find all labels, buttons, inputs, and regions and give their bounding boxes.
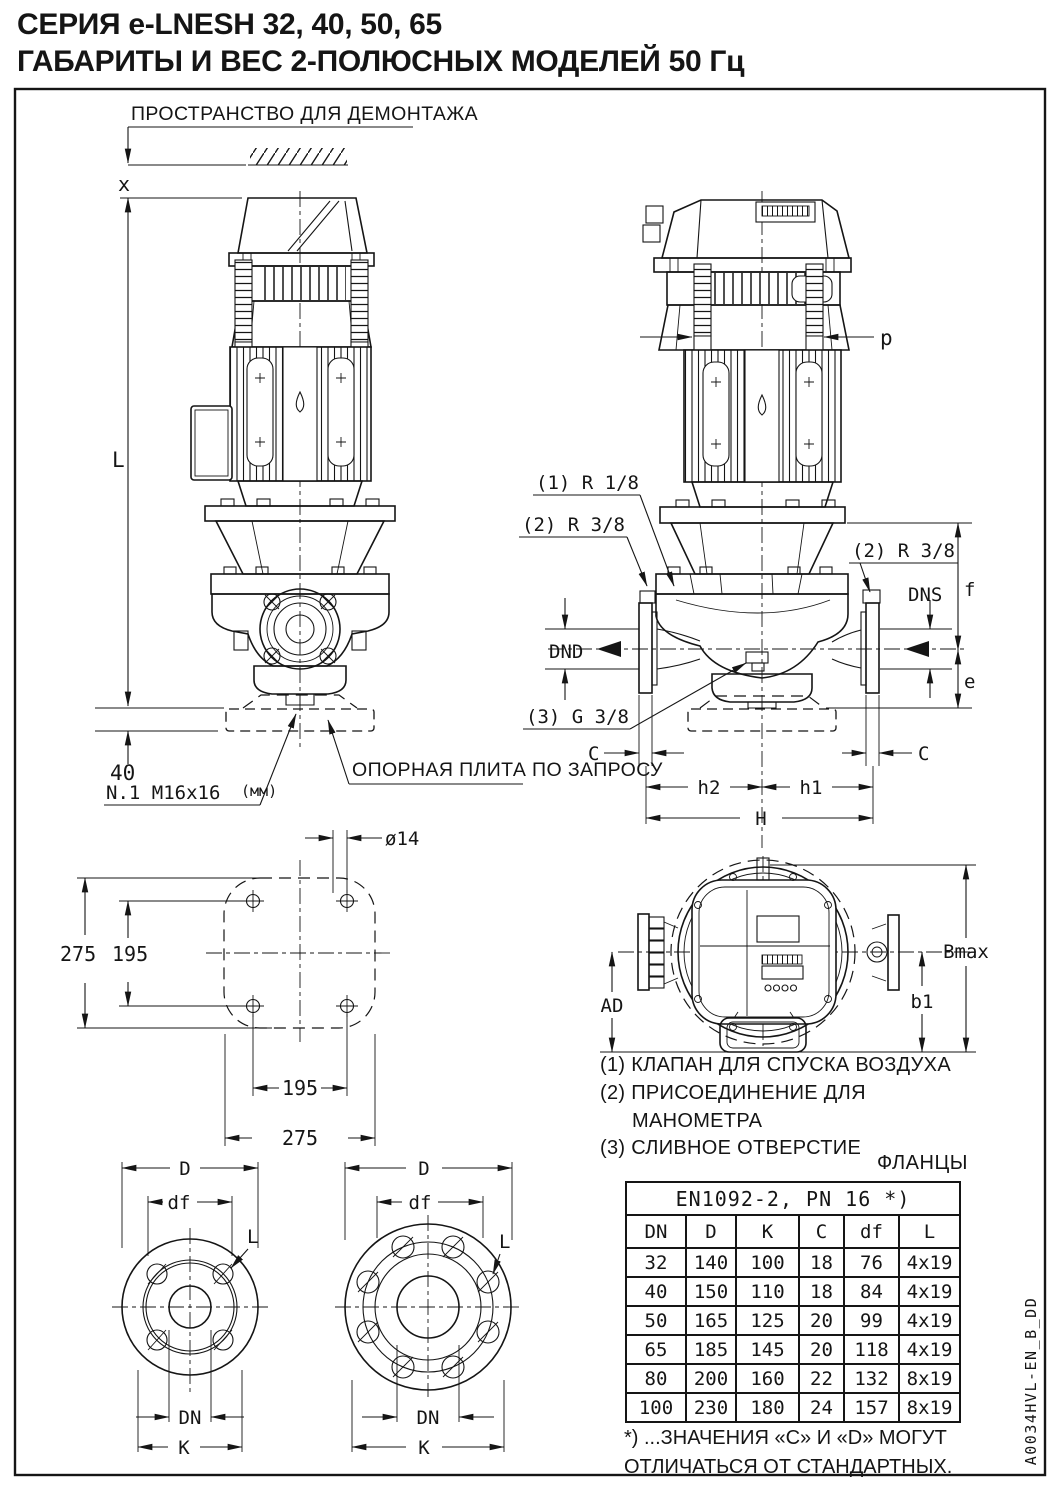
drain-plug: [746, 652, 768, 663]
flanges-caption: ФЛАНЦЫ: [877, 1152, 968, 1174]
cell: 18: [799, 1277, 844, 1306]
cell: 32: [626, 1248, 686, 1277]
table-row-dn40: [626, 1277, 960, 1306]
dim-b1-label: b1: [910, 991, 934, 1013]
anchor-note-unit: (мм): [241, 782, 278, 800]
cell: 84: [844, 1277, 899, 1306]
cell: 145: [736, 1335, 799, 1364]
cell: 160: [736, 1364, 799, 1393]
dim-e-label: e: [964, 671, 976, 693]
note-drain-hole: (3) СЛИВНОЕ ОТВЕРСТИЕ: [600, 1137, 862, 1159]
pump-top-view: [600, 856, 989, 1052]
gauge-plug: [640, 591, 655, 603]
cell: 230: [686, 1393, 736, 1422]
flange-face-8bolt: [335, 1158, 521, 1459]
table-row-dn50: [626, 1306, 960, 1335]
bolt-hole: [357, 1271, 379, 1293]
cell: 150: [686, 1277, 736, 1306]
bolt-hole: [392, 1236, 414, 1258]
dim-d-label: D: [179, 1158, 191, 1180]
col-header-l: L: [899, 1215, 960, 1248]
baseplate-top-view: [60, 828, 419, 1150]
anchor-hole: [336, 890, 358, 912]
dim-k-label: K: [418, 1437, 430, 1459]
document-number: A0034HVL-EN_B_DD: [1022, 1296, 1040, 1466]
cell: 110: [736, 1277, 799, 1306]
flow-arrow-dnd: [597, 641, 621, 657]
cell: 99: [844, 1306, 899, 1335]
table-row-dn80: [626, 1364, 960, 1393]
flow-arrow-dns: [905, 641, 929, 657]
cable-gland: [643, 225, 660, 242]
terminal-box: [191, 406, 232, 480]
note-gauge-connection-2: МАНОМЕТРА: [632, 1110, 763, 1132]
cell: 132: [844, 1364, 899, 1393]
bolt-hole: [320, 594, 336, 610]
suction-flange-face: [260, 589, 340, 669]
dim-bmax-label: Bmax: [943, 941, 989, 963]
cell: 20: [799, 1306, 844, 1335]
cell: 185: [686, 1335, 736, 1364]
bolt-hole: [442, 1356, 464, 1378]
col-header-c: C: [799, 1215, 844, 1248]
dim-k-label: K: [178, 1437, 190, 1459]
cell: 4x19: [899, 1306, 960, 1335]
dim-d-label: D: [418, 1158, 430, 1180]
cell: 18: [799, 1248, 844, 1277]
table-row-dn65: [626, 1335, 960, 1364]
dim-dn-label: DN: [178, 1407, 202, 1429]
bolt-hole: [147, 1330, 167, 1350]
pump-front-view: [95, 103, 663, 805]
clearance-label: ПРОСТРАНСТВО ДЛЯ ДЕМОНТАЖА: [131, 103, 479, 125]
drive-display: [762, 206, 809, 216]
col-header-d: D: [686, 1215, 736, 1248]
dim-c-right-label: C: [918, 743, 930, 765]
hole-dia-label: ø14: [385, 828, 420, 850]
cell: 100: [736, 1248, 799, 1277]
cell: 8x19: [899, 1364, 960, 1393]
plate-dim-275v: 275: [60, 942, 97, 966]
dim-df-label: df: [167, 1192, 191, 1214]
table-footnote-line1: *) ...ЗНАЧЕНИЯ «C» И «D» МОГУТ: [624, 1427, 947, 1449]
dim-dnd-label: DND: [549, 641, 584, 663]
cable-gland: [646, 206, 663, 223]
pump-side-view: [519, 191, 975, 848]
cell: 180: [736, 1393, 799, 1422]
cell: 65: [626, 1335, 686, 1364]
bolt-hole: [264, 594, 280, 610]
page-title-line1: СЕРИЯ e-LNESH 32, 40, 50, 65: [17, 8, 442, 41]
cell: 40: [626, 1277, 686, 1306]
cell: 118: [844, 1335, 899, 1364]
anchor-note: N.1 M16x16: [106, 782, 221, 804]
bolt-hole: [320, 648, 336, 664]
flange-table-standard: EN1092-2, PN 16 *): [626, 1182, 960, 1215]
dim-h-label: H: [755, 808, 767, 830]
cell: 22: [799, 1364, 844, 1393]
dim-dns-label: DNS: [908, 584, 943, 606]
flange-table: [625, 1181, 961, 1423]
cell: 4x19: [899, 1277, 960, 1306]
page-title-line2: ГАБАРИТЫ И ВЕС 2-ПОЛЮСНЫХ МОДЕЛЕЙ 50 Гц: [17, 45, 745, 78]
table-footnote-line2: ОТЛИЧАТЬСЯ ОТ СТАНДАРТНЫХ.: [624, 1456, 953, 1478]
plate-dim-195h: 195: [281, 1076, 319, 1100]
col-header-k: K: [736, 1215, 799, 1248]
cell: 76: [844, 1248, 899, 1277]
dim-h1-label: h1: [799, 777, 823, 799]
dim-f-label: f: [964, 579, 976, 601]
cell: 4x19: [899, 1335, 960, 1364]
col-header-df: df: [844, 1215, 899, 1248]
baseplate-note: ОПОРНАЯ ПЛИТА ПО ЗАПРОСУ: [352, 759, 663, 781]
bolt-hole: [357, 1321, 379, 1343]
plate-dim-195v: 195: [112, 942, 149, 966]
bolt-hole: [392, 1356, 414, 1378]
cell: 200: [686, 1364, 736, 1393]
col-header-dn: DN: [626, 1215, 686, 1248]
dim-x-label: x: [118, 172, 131, 196]
ceiling-hatch: [250, 148, 347, 165]
table-row-dn100: [626, 1393, 960, 1422]
bolt-hole: [264, 648, 280, 664]
cell: 8x19: [899, 1393, 960, 1422]
bolt-hole: [477, 1271, 499, 1293]
cell: 20: [799, 1335, 844, 1364]
dim-dn-label: DN: [416, 1407, 440, 1429]
dim-l-label: L: [112, 448, 125, 472]
dim-ad-label: AD: [600, 995, 624, 1017]
dim-df-label: df: [408, 1192, 432, 1214]
plate-dim-275h: 275: [281, 1126, 319, 1150]
callout-2-right: (2) R 3/8: [852, 540, 955, 562]
suction-flange: [866, 603, 879, 693]
cell: 140: [686, 1248, 736, 1277]
note-gauge-connection: (2) ПРИСОЕДИНЕНИЕ ДЛЯ: [600, 1082, 866, 1104]
flange-table-header-row: [626, 1215, 960, 1248]
bolt-hole: [213, 1264, 233, 1284]
note-air-valve: (1) КЛАПАН ДЛЯ СПУСКА ВОЗДУХА: [600, 1054, 951, 1076]
callout-2-left: (2) R 3/8: [522, 514, 625, 536]
cell: 50: [626, 1306, 686, 1335]
dim-h2-label: h2: [697, 777, 721, 799]
dim-l-hole-label: L: [499, 1231, 511, 1253]
cell: 4x19: [899, 1248, 960, 1277]
cell: 125: [736, 1306, 799, 1335]
cell: 165: [686, 1306, 736, 1335]
cell: 80: [626, 1364, 686, 1393]
cell: 24: [799, 1393, 844, 1422]
bolt-hole: [147, 1264, 167, 1284]
bolt-hole: [213, 1330, 233, 1350]
bolt-hole: [442, 1236, 464, 1258]
bolt-hole: [477, 1321, 499, 1343]
dim-p-label: p: [880, 326, 893, 350]
dim-c-left-label: C: [588, 743, 600, 765]
gauge-plug: [863, 590, 880, 603]
drive-display: [757, 916, 799, 942]
table-row-dn32: [626, 1248, 960, 1277]
callout-1-air-valve: (1) R 1/8: [536, 472, 639, 494]
cell: 157: [844, 1393, 899, 1422]
callout-3-drain: (3) G 3/8: [526, 706, 629, 728]
discharge-flange: [639, 603, 652, 693]
cell: 100: [626, 1393, 686, 1422]
dim-l-hole-label: L: [247, 1226, 259, 1248]
dim-40-label: 40: [110, 761, 136, 785]
flange-face-4bolt: [112, 1158, 268, 1459]
flange-table-title-row: [626, 1182, 960, 1215]
anchor-hole: [336, 995, 358, 1017]
